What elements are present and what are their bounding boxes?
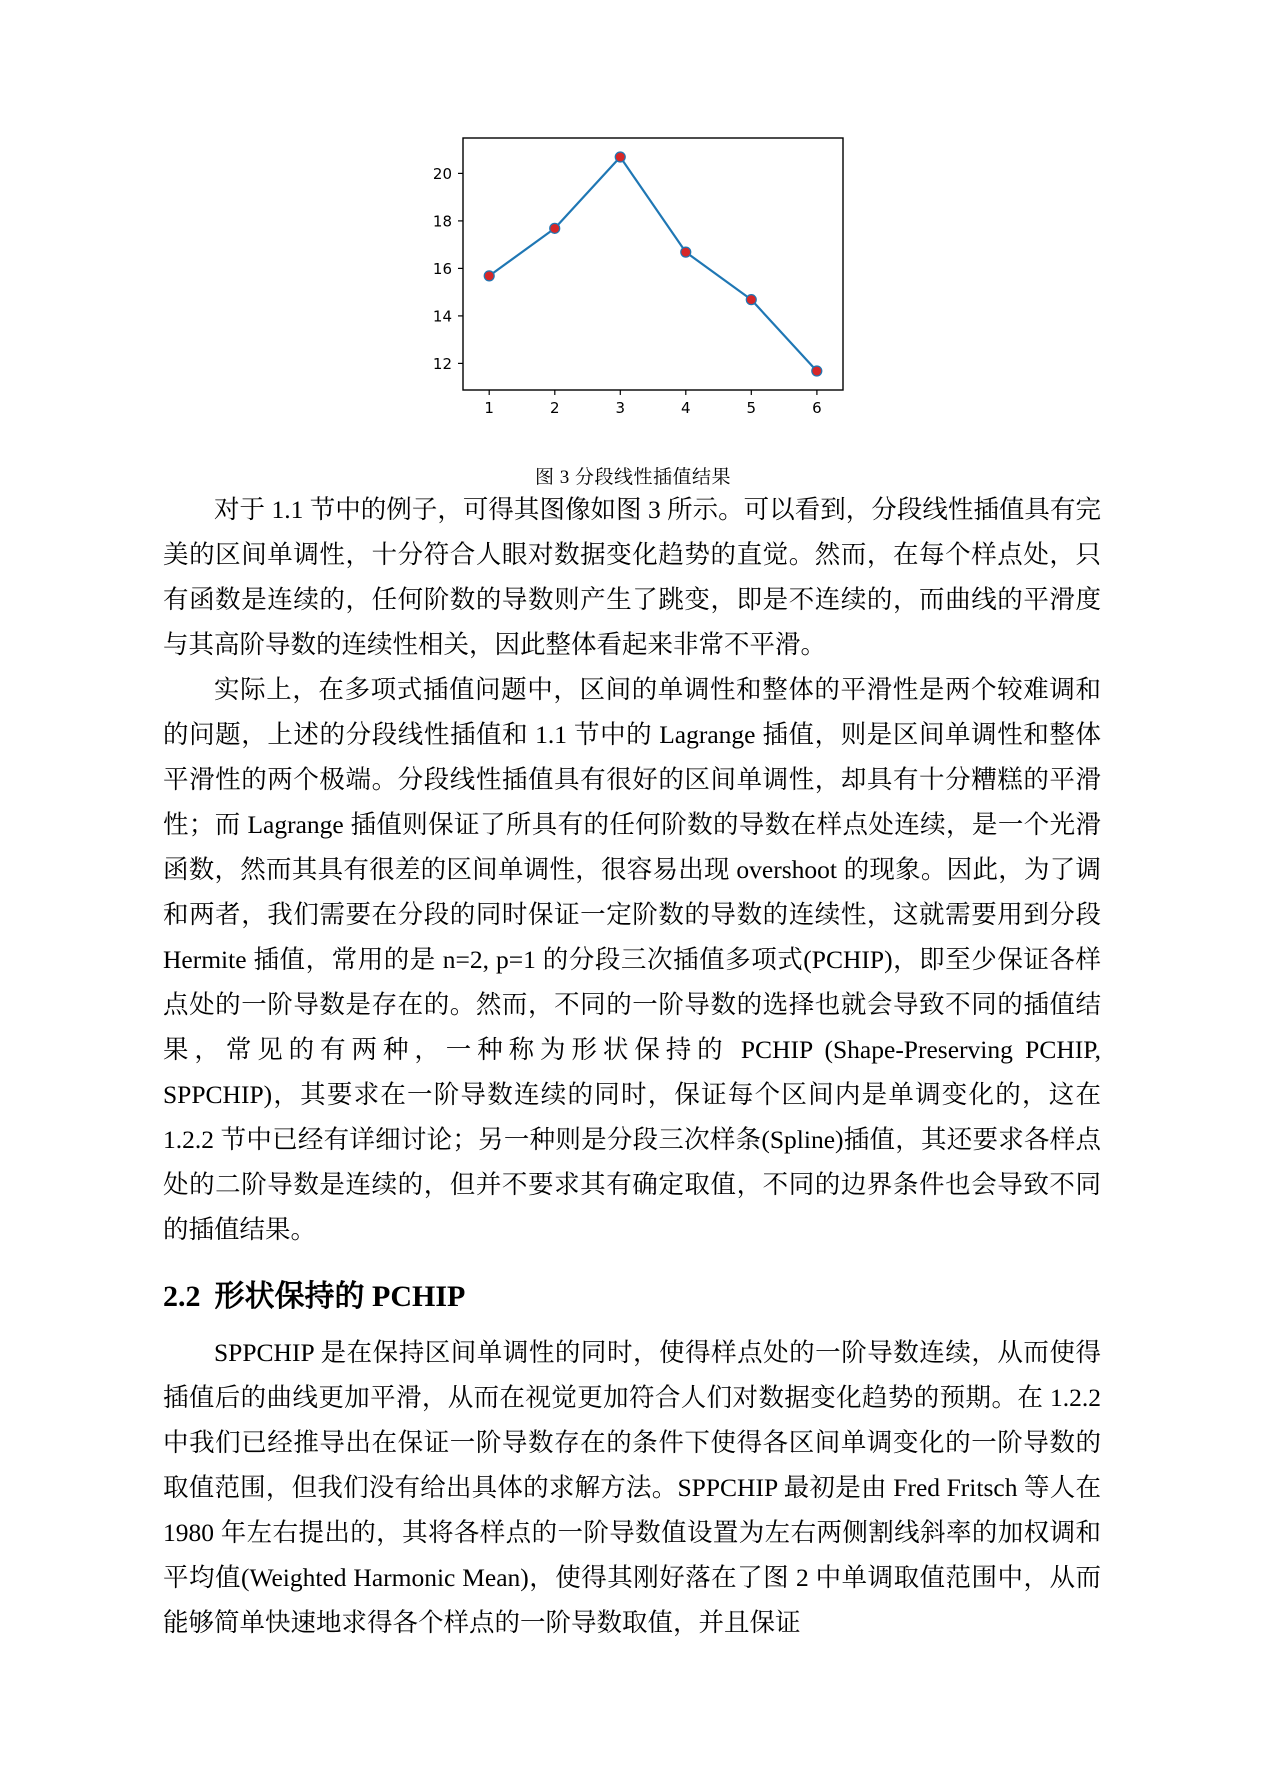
y-tick-label-16: 16: [432, 259, 452, 278]
y-axis-ticks: [458, 173, 463, 363]
data-point-3: [615, 152, 625, 162]
data-point-1: [484, 271, 494, 281]
plot-area-background: [463, 138, 843, 390]
data-point-2: [550, 223, 560, 233]
y-tick-label-12: 12: [432, 354, 452, 373]
figure-caption-text: 图 3 分段线性插值结果: [534, 467, 731, 488]
data-point-5: [746, 295, 756, 305]
figure-caption: [535, 462, 731, 489]
paragraph-1: 对于 1.1 节中的例子，可得其图像如图 3 所示。可以看到，分段线性插值具有完美的区间单调性，十分符合人眼对数据变化趋势的直觉。然而，在每个样点处，只有函数是连续的，任何阶数的导数则产生了跳变，即是不连续的，而曲线的平滑度与其高阶导数的连续性相关，因此整体看起来非常不平滑。: [163, 495, 1101, 659]
y-tick-label-18: 18: [432, 212, 452, 231]
x-tick-label-3: 3: [615, 399, 626, 417]
section-number: 2.2: [163, 1280, 201, 1313]
paragraph-2: 实际上，在多项式插值问题中，区间的单调性和整体的平滑性是两个较难调和的问题，上述的分段线性插值和 1.1 节中的 Lagrange 插值，则是区间单调性和整体平滑性的两个极端。分段线性插值具有很好的区间单调性，却具有十分糟糕的平滑性；而 Lagrange 插值则保证了所具有的任何阶数的导数在样点处连续，是一个光滑函数，然而其具有很差的区间单调性，很容易出现 overshoot 的现象。因此，为了调和两者，我们需要在分段的同时保证一定阶数的导数的连续性，这就需要用到分段 Hermite 插值，常用的是 n=2, p=1 的分段三次插值多项式(PCHIP)，即至少保证各样点处的一阶导数是存在的。然而，不同的一阶导数的选择也就会导致不同的插值结果，常见的有两种，一种称为形状保持的 PCHIP (Shape-Preserving PCHIP, SPPCHIP)，其要求在一阶导数连续的同时，保证每个区间内是单调变化的，这在 1.2.2 节中已经有详细讨论；另一种则是分段三次样条(Spline)插值，其还要求各样点处的二阶导数是连续的，但并不要求其有确定取值，不同的边界条件也会导致不同的插值结果。: [163, 675, 1101, 1244]
piecewise-linear-interpolation-chart: [398, 120, 868, 450]
paragraph-3: SPPCHIP 是在保持区间单调性的同时，使得样点处的一阶导数连续，从而使得插值后的曲线更加平滑，从而在视觉更加符合人们对数据变化趋势的预期。在 1.2.2 中我们已经推导出在保证一阶导数存在的条件下使得各区间单调变化的一阶导数的取值范围，但我们没有给出具体的求解方法。SPPCHIP 最初是由 Fred Fritsch 等人在 1980 年左右提出的，其将各样点的一阶导数值设置为左右两侧割线斜率的加权调和平均值(Weighted Harmonic Mean)，使得其刚好落在了图 2 中单调取值范围中，从而能够简单快速地求得各个样点的一阶导数取值，并且保证: [163, 1338, 1101, 1637]
x-tick-label-1: 1: [484, 399, 494, 417]
x-tick-label-5: 5: [746, 399, 757, 417]
y-tick-label-14: 14: [432, 307, 452, 326]
section-heading-2-2: [163, 1274, 1101, 1320]
chart-svg: [398, 120, 868, 450]
data-point-4: [681, 247, 691, 257]
y-tick-label-20: 20: [432, 164, 452, 183]
figure-3-block: [0, 120, 1266, 489]
x-tick-label-4: 4: [681, 399, 691, 417]
data-point-6: [812, 366, 822, 376]
x-tick-label-6: 6: [812, 399, 822, 417]
x-tick-label-2: 2: [550, 399, 560, 417]
x-axis-ticks: [489, 390, 817, 395]
document-body: [163, 487, 1101, 1645]
x-axis-tick-labels: [484, 399, 821, 417]
y-axis-tick-labels: [433, 165, 452, 373]
section-title: 形状保持的 PCHIP: [214, 1280, 466, 1313]
